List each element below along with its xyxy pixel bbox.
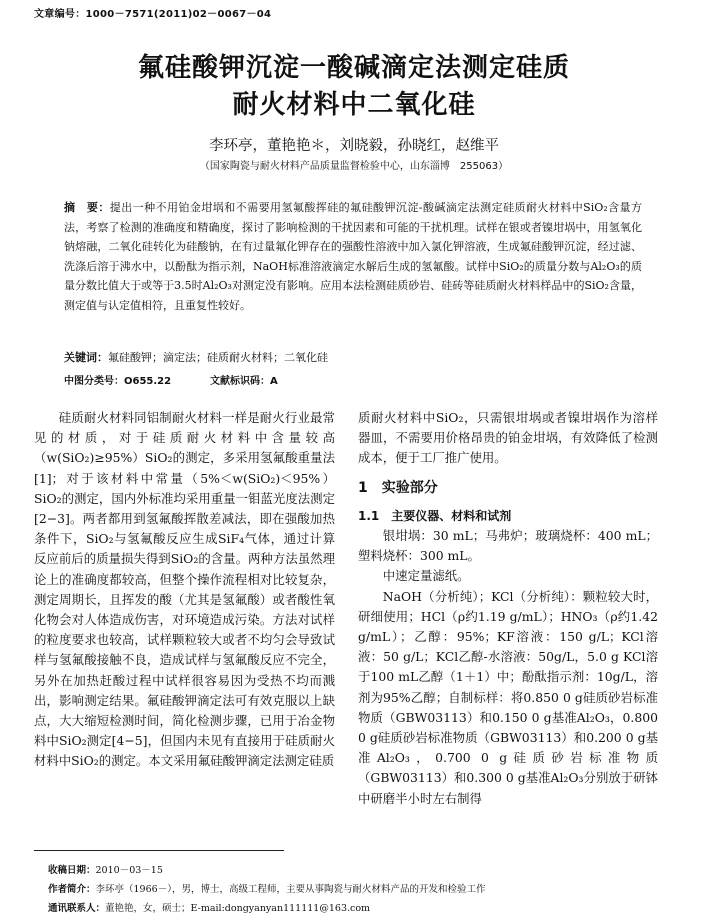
abstract [64, 198, 642, 315]
clc-value: O655.22 [124, 376, 172, 387]
footnote-divider [34, 850, 284, 851]
contact-label: 通讯联系人： [48, 903, 106, 914]
clc-number [64, 372, 171, 387]
affiliation: （国家陶瓷与耐火材料产品质量监督检验中心，山东淄博 255063） [199, 161, 509, 172]
article-number: 文章编号：1000－7571(2011)02－0067－04 [34, 9, 272, 20]
doc-code-label: 文献标识码： [210, 376, 270, 387]
body-column-right [358, 408, 658, 809]
subsection-heading-instruments: 1.1 主要仪器、材料和试剂 [358, 508, 512, 523]
keywords [64, 349, 642, 365]
doc-code-value: A [270, 376, 278, 387]
instruments-paragraph: 银坩埚：30 mL；马弗炉；玻璃烧杯：400 mL；塑料烧杯：300 mL。 [358, 528, 658, 564]
footnote-author-bio [48, 881, 485, 895]
clc-label: 中图分类号： [64, 376, 124, 387]
intro-paragraph-continued: 质耐火材料中SiO₂，只需银坩埚或者镍坩埚作为溶样器皿，不需要用价格昂贵的铂金坩埚，有效降低了检测成本，便于工厂推广使用。 [358, 410, 658, 466]
keywords-text: 氟硅酸钾；滴定法；硅质耐火材料；二氧化硅 [108, 351, 328, 364]
abstract-label: 摘 要： [64, 201, 110, 214]
paper-title-line-1: 氟硅酸钾沉淀一酸碱滴定法测定硅质 [137, 53, 570, 83]
abstract-text: 提出一种不用铂金坩埚和不需要用氢氟酸挥硅的氟硅酸钾沉淀-酸碱滴定法测定硅质耐火材料中SiO₂含量方法，考察了检测的准确度和精确度，探讨了影响检测的干扰因素和可能的干扰机理。试样在银或者镍坩埚中，用氢氧化钠熔融，二氧化硅转化为硅酸钠，在有过量氟化钾存在的强酸性溶液中加入氯化钾溶液，生成氟硅酸钾沉淀，经过滤、洗涤后溶于沸水中，以酚酞为指示剂，NaOH标准溶液滴定水解后生成的氢氟酸。试样中SiO₂的质量分数与Al₂O₃的质量分数比值大于或等于3.5时Al₂O₃对测定没有影响。应用本法检测硅质砂岩、硅砖等硅质耐火材料样品中的SiO₂含量，测定值与认定值相符，且重复性较好。 [64, 201, 642, 312]
reagents-paragraph: NaOH（分析纯）；KCl（分析纯）：颗粒较大时，研细使用；HCl（ρ约1.19 g/mL）；HNO₃（ρ约1.42 g/mL）；乙醇：95%；KF溶液：150 g/L；KCl溶液：50 g/L；KCl乙醇-水溶液：50g/L，5.0 g KCl溶于100 mL乙醇（1＋1）中；酚酞指示剂：10g/L，溶剂为95%乙醇；自制标样：将0.850 0 g硅质砂岩标准物质（GBW03113）和0.150 0 g基准Al₂O₃，0.800 0 g硅质砂岩标准物质（GBW03113）和0.200 0 g基准Al₂O₃，0.700 0 g硅质砂岩标准物质（GBW03113）和0.300 0 g基准Al₂O₃分别放于研钵中研磨半小时左右制得 [358, 588, 658, 806]
document-code [210, 372, 278, 387]
author-bio-value: 李环亭（1966－），男，博士，高级工程师，主要从事陶瓷与耐火材料产品的开发和检验工作 [95, 884, 486, 895]
paper-title-line-2: 耐火材料中二氧化硅 [232, 90, 476, 120]
intro-paragraph: 硅质耐火材料同铝制耐火材料一样是耐火行业最常见的材质，对于硅质耐火材料中含量较高（w(SiO₂)≥95%）SiO₂的测定，多采用氢氟酸重量法[1]；对于该材料中常量（5%＜w(SiO₂)＜95%）SiO₂的测定，国内外标准均采用重量一钼蓝光度法测定[2−3]。两者都用到氢氟酸挥散差减法，即在强酸加热条件下，SiO₂与氢氟酸反应生成SiF₄气体，通过计算反应前后的质量损失得到SiO₂的含量。两种方法虽然理论上的准确度都较高，但整个操作流程相对比较复杂，测定周期长，且挥发的酸（尤其是氢氟酸）或者酸性氧化物会对人体造成伤害，对环境造成污染。方法对试样的粒度要求也较高，试样颗粒较大或者不均匀会导致试样与氢氟酸接触不良，造成试样与氢氟酸反应不完全，另外在加热赶酸过程中试样很容易因为受热不均而溅出，影响测定结果。氟硅酸钾滴定法可有效克服以上缺点，大大缩短检测时间，简化检测步骤，已用于冶金物料中SiO₂测定[4−5]，但国内未见有直接用于硅质耐火材料中SiO₂的测定。本文采用氟硅酸钾滴定法测定硅质 [34, 410, 335, 769]
footnote-contact [48, 900, 370, 914]
author-bio-label: 作者简介： [48, 884, 96, 895]
keywords-label: 关键词： [64, 351, 108, 364]
received-value: 2010－03－15 [95, 865, 163, 876]
body-column-left [34, 408, 335, 772]
filter-paper-paragraph: 中速定量滤纸。 [382, 568, 470, 584]
contact-value: 董艳艳，女，硕士；E-mail:dongyanyan111111@163.com [105, 903, 371, 914]
section-heading-experimental: 1 实验部分 [358, 479, 438, 496]
received-label: 收稿日期： [48, 865, 96, 876]
footnote-received [48, 862, 163, 876]
author-list: 李环亭，董艳艳＊，刘晓毅，孙晓红，赵维平 [209, 138, 499, 154]
